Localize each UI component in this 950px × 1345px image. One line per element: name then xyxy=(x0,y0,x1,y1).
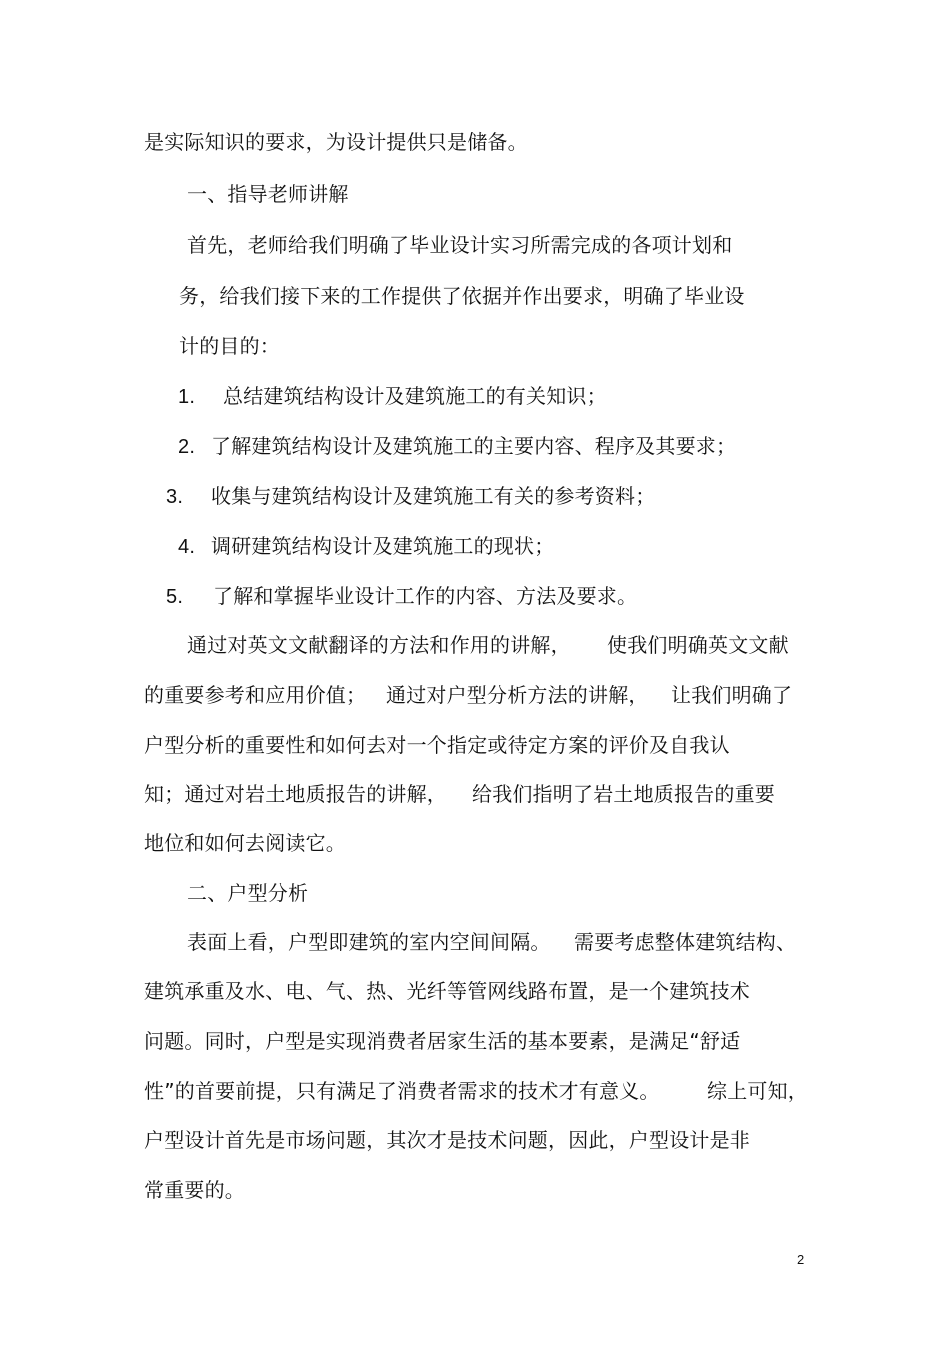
list-item-text: 收集与建筑结构设计及建筑施工有关的参考资料； xyxy=(211,484,656,508)
page-number: 2 xyxy=(797,1252,805,1267)
paragraph-line: 性”的首要前提，只有满足了消费者需求的技术才有意义。 xyxy=(144,1079,660,1103)
paragraph-line: 计的目的： xyxy=(179,334,280,358)
list-number: 5. xyxy=(166,586,184,608)
paragraph-line: 知；通过对岩土地质报告的讲解， xyxy=(144,782,447,806)
list-item-text: 调研建筑结构设计及建筑施工的现状； xyxy=(211,534,555,558)
list-number: 4. xyxy=(178,536,196,558)
paragraph-line: 综上可知， xyxy=(707,1079,808,1103)
paragraph-line: 是实际知识的要求，为设计提供只是储备。 xyxy=(144,130,528,154)
paragraph-line: 让我们明确了 xyxy=(671,683,793,707)
list-item-text: 总结建筑结构设计及建筑施工的有关知识； xyxy=(223,384,607,408)
list-number: 2. xyxy=(178,436,196,458)
list-item xyxy=(178,533,554,560)
paragraph-line: 建筑承重及水、电、气、热、光纤等管网线路布置，是一个建筑技术 xyxy=(144,979,750,1003)
paragraph-line: 通过对户型分析方法的讲解， xyxy=(386,683,649,707)
list-item-text: 了解建筑结构设计及建筑施工的主要内容、程序及其要求； xyxy=(211,434,737,458)
paragraph-line: 通过对英文文献翻译的方法和作用的讲解， xyxy=(187,633,571,657)
paragraph-line: 户型分析的重要性和如何去对一个指定或待定方案的评价及自我认 xyxy=(144,733,730,757)
paragraph-line: 的重要参考和应用价值； xyxy=(144,683,367,707)
paragraph-line: 常重要的。 xyxy=(144,1178,245,1202)
list-number: 3. xyxy=(166,486,184,508)
paragraph-line: 使我们明确英文文献 xyxy=(607,633,789,657)
section-heading: 一、指导老师讲解 xyxy=(187,182,349,206)
list-item xyxy=(166,583,637,610)
paragraph-line: 户型设计首先是市场问题，其次才是技术问题，因此，户型设计是非 xyxy=(144,1128,750,1152)
list-item xyxy=(166,483,655,510)
section-heading: 二、户型分析 xyxy=(187,881,309,905)
list-number: 1. xyxy=(178,386,196,408)
paragraph-line: 给我们指明了岩土地质报告的重要 xyxy=(472,782,775,806)
paragraph-line: 需要考虑整体建筑结构、 xyxy=(574,930,797,954)
paragraph-line: 地位和如何去阅读它。 xyxy=(144,831,346,855)
list-item xyxy=(178,383,607,410)
paragraph-line: 首先，老师给我们明确了毕业设计实习所需完成的各项计划和 xyxy=(187,233,733,257)
list-item-text: 了解和掌握毕业设计工作的内容、方法及要求。 xyxy=(213,584,638,608)
list-item xyxy=(178,433,736,460)
paragraph-line: 表面上看，户型即建筑的室内空间间隔。 xyxy=(187,930,551,954)
paragraph-line: 务，给我们接下来的工作提供了依据并作出要求，明确了毕业设 xyxy=(179,284,745,308)
paragraph-line: 问题。同时，户型是实现消费者居家生活的基本要素，是满足“舒适 xyxy=(144,1029,741,1053)
